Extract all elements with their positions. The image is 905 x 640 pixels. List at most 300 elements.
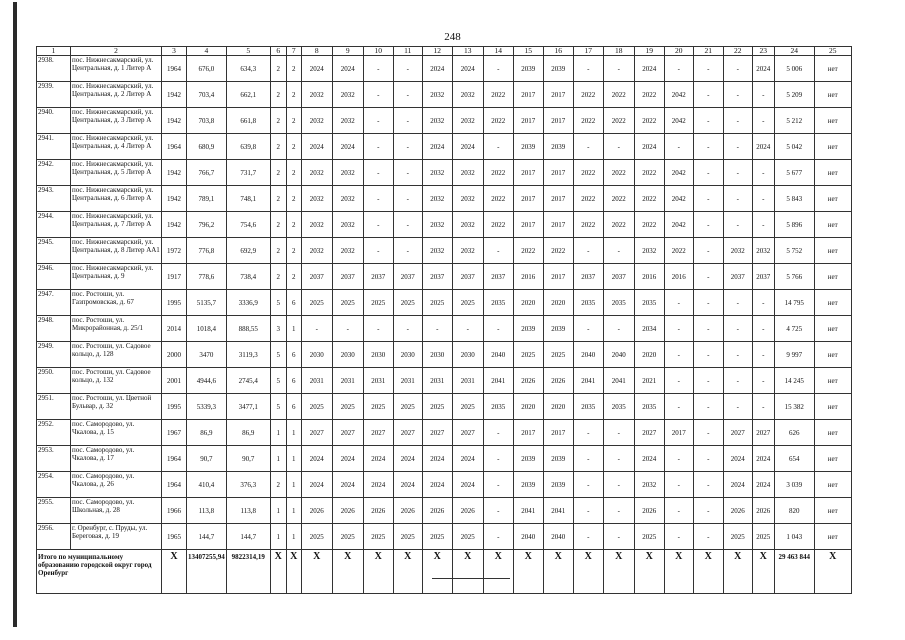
repair-year-cell: 2026 [422,498,452,524]
entrances-cell: 2 [286,160,301,186]
repair-year-cell: - [693,290,723,316]
repair-year-cell: 2022 [634,108,664,134]
repair-year-cell: - [752,316,774,342]
repair-year-cell: - [693,134,723,160]
repair-year-cell: 2032 [452,186,483,212]
repair-year-cell: 2025 [301,394,332,420]
entrances-cell: 2 [286,56,301,82]
repair-year-cell: - [664,446,693,472]
column-number: 11 [393,47,422,56]
column-number: 20 [664,47,693,56]
total-area-cell: 766,7 [187,160,227,186]
total-x-cell: X [332,550,363,594]
column-number: 7 [286,47,301,56]
repair-year-cell: 2026 [543,368,573,394]
table-row [37,134,852,160]
flag-cell: нет [814,498,851,524]
repair-year-cell: - [573,316,603,342]
repair-year-cell: 2031 [393,368,422,394]
repair-year-cell: 2024 [752,472,774,498]
total-x-cell: X [814,550,851,594]
column-number: 19 [634,47,664,56]
repair-year-cell: 2037 [363,264,393,290]
repair-year-cell: - [693,56,723,82]
repair-year-cell: 2040 [513,524,543,550]
floors-cell: 2 [270,212,286,238]
repair-year-cell: 2031 [332,368,363,394]
row-number: 2949. [37,342,71,368]
repair-year-cell: 2022 [573,212,603,238]
repair-year-cell: - [664,498,693,524]
repair-year-cell: 2017 [664,420,693,446]
living-area-cell: 2745,4 [226,368,270,394]
repair-year-cell: - [363,134,393,160]
repair-year-cell: 2024 [422,134,452,160]
repair-year-cell: 2032 [332,160,363,186]
repair-year-cell: - [664,394,693,420]
repair-year-cell: 2030 [301,342,332,368]
repair-year-cell: 2031 [301,368,332,394]
repair-year-cell: 2032 [332,108,363,134]
repair-year-cell: 2041 [483,368,513,394]
total-area-cell: 703,8 [187,108,227,134]
repair-year-cell: 2022 [483,108,513,134]
total-x-cell: X [543,550,573,594]
repair-year-cell: 2039 [513,446,543,472]
repair-year-cell: 2025 [393,290,422,316]
repair-year-cell: - [393,82,422,108]
year-built-cell: 1967 [162,420,187,446]
repair-year-cell: 2025 [301,290,332,316]
repair-year-cell: 2024 [393,446,422,472]
repair-year-cell: 2025 [513,342,543,368]
repair-year-cell: 2022 [573,108,603,134]
total-x-cell: X [634,550,664,594]
repair-year-cell: 2022 [634,212,664,238]
repair-year-cell: 2025 [422,394,452,420]
repair-year-cell: 2024 [301,472,332,498]
table-row [37,238,852,264]
total-area-cell: 86,9 [187,420,227,446]
flag-cell: нет [814,446,851,472]
repair-year-cell: 2034 [634,316,664,342]
table-row [37,316,852,342]
repair-year-cell: - [393,238,422,264]
repair-year-cell: 2030 [422,342,452,368]
row-number: 2942. [37,160,71,186]
flag-cell: нет [814,316,851,342]
repair-year-cell: 2020 [634,342,664,368]
year-built-cell: 1942 [162,160,187,186]
repair-year-cell: 2032 [301,82,332,108]
repair-year-cell: - [393,108,422,134]
repair-year-cell: 2017 [543,186,573,212]
repair-year-cell: 2026 [752,498,774,524]
living-area-cell: 144,7 [226,524,270,550]
cost-cell: 5 843 [774,186,814,212]
repair-year-cell: 2024 [452,56,483,82]
repair-year-cell: - [573,56,603,82]
cost-cell: 5 752 [774,238,814,264]
column-number: 5 [226,47,270,56]
entrances-cell: 6 [286,394,301,420]
repair-year-cell: - [393,212,422,238]
repair-year-cell: - [483,420,513,446]
repair-year-cell: - [693,498,723,524]
table-row [37,342,852,368]
repair-year-cell: - [693,394,723,420]
total-area-cell: 113,8 [187,498,227,524]
repair-year-cell: 2032 [452,160,483,186]
repair-year-cell: 2025 [752,524,774,550]
year-built-cell: 1995 [162,290,187,316]
floors-cell: 3 [270,316,286,342]
total-area-cell: 789,1 [187,186,227,212]
column-number: 6 [270,47,286,56]
repair-year-cell: 2022 [634,186,664,212]
table-row [37,186,852,212]
repair-year-cell: 2042 [664,212,693,238]
repair-year-cell: 2042 [664,186,693,212]
cost-cell: 5 209 [774,82,814,108]
repair-year-cell: 2020 [513,394,543,420]
repair-year-cell: - [301,316,332,342]
repair-year-cell: 2026 [723,498,752,524]
column-number: 22 [723,47,752,56]
total-x-cell: X [270,550,286,594]
repair-year-cell: - [693,186,723,212]
repair-year-cell: - [483,472,513,498]
total-area-cell: 144,7 [187,524,227,550]
cost-cell: 14 795 [774,290,814,316]
entrances-cell: 1 [286,524,301,550]
repair-year-cell: - [752,82,774,108]
repair-year-cell: 2024 [363,446,393,472]
repair-year-cell: 2025 [452,524,483,550]
repair-year-cell: 2024 [634,134,664,160]
repair-year-cell: 2025 [332,524,363,550]
table-row [37,472,852,498]
floors-cell: 1 [270,498,286,524]
repair-year-cell: 2032 [332,238,363,264]
row-number: 2956. [37,524,71,550]
address-cell: пос. Нижнесакмарский, ул. Центральная, д. 9 [71,264,162,290]
repair-year-cell: 2027 [723,420,752,446]
repair-year-cell: 2016 [634,264,664,290]
repair-year-cell: 2025 [363,290,393,316]
address-cell: пос. Ростоши, ул. Газпромовская, д. 67 [71,290,162,316]
repair-year-cell: - [573,420,603,446]
repair-year-cell: 2035 [573,290,603,316]
repair-year-cell: - [393,160,422,186]
floors-cell: 1 [270,420,286,446]
address-cell: пос. Ростоши, ул. Садовое кольцо, д. 132 [71,368,162,394]
repair-year-cell: 2037 [752,264,774,290]
repair-year-cell: 2022 [603,160,634,186]
repair-year-cell: 2032 [422,238,452,264]
repair-year-cell: 2017 [513,108,543,134]
total-area-cell: 3470 [187,342,227,368]
repair-year-cell: 2024 [363,472,393,498]
repair-year-cell: 2017 [513,420,543,446]
repair-year-cell: 2022 [483,160,513,186]
column-number: 16 [543,47,573,56]
repair-year-cell: - [723,368,752,394]
repair-year-cell: 2017 [543,264,573,290]
year-built-cell: 1972 [162,238,187,264]
repair-year-cell: 2035 [483,290,513,316]
repair-year-cell: - [363,160,393,186]
repair-year-cell: 2030 [393,342,422,368]
floors-cell: 2 [270,264,286,290]
repair-year-cell: 2025 [301,524,332,550]
repair-year-cell: 2032 [301,238,332,264]
address-cell: пос. Нижнесакмарский, ул. Центральная, д. 1 Литер А [71,56,162,82]
repair-year-cell: 2024 [332,134,363,160]
total-x-cell: X [393,550,422,594]
repair-year-cell: 2027 [332,420,363,446]
total-area-cell: 410,4 [187,472,227,498]
repair-year-cell: - [664,56,693,82]
year-built-cell: 1942 [162,212,187,238]
repair-year-cell: 2022 [603,108,634,134]
table-row [37,264,852,290]
address-cell: пос. Ростоши, ул. Садовое кольцо, д. 128 [71,342,162,368]
entrances-cell: 6 [286,290,301,316]
repair-year-cell: - [664,134,693,160]
repair-year-cell: - [363,82,393,108]
repair-year-cell: 2025 [422,290,452,316]
repair-year-cell: 2042 [664,82,693,108]
table-row [37,56,852,82]
table-row [37,420,852,446]
repair-year-cell: 2024 [301,446,332,472]
repair-year-cell: 2024 [452,446,483,472]
floors-cell: 5 [270,368,286,394]
column-number: 9 [332,47,363,56]
entrances-cell: 1 [286,498,301,524]
floors-cell: 2 [270,160,286,186]
table-row [37,290,852,316]
total-x-cell: X [513,550,543,594]
repair-year-cell: - [693,108,723,134]
address-cell: пос. Самородово, ул. Чкалова, д. 15 [71,420,162,446]
repair-year-cell: - [752,108,774,134]
repair-year-cell: 2037 [452,264,483,290]
repair-year-cell: 2032 [723,238,752,264]
table-row [37,498,852,524]
flag-cell: нет [814,212,851,238]
repair-year-cell: 2022 [664,238,693,264]
repair-year-cell: 2032 [332,82,363,108]
year-built-cell: 2001 [162,368,187,394]
table-row [37,160,852,186]
repair-year-cell: - [723,212,752,238]
year-built-cell: 1942 [162,186,187,212]
repair-year-cell: - [393,56,422,82]
repair-year-cell: - [573,238,603,264]
repair-year-cell: 2026 [332,498,363,524]
total-area-cell: 1018,4 [187,316,227,342]
total-x-cell: X [452,550,483,594]
repair-year-cell: 2039 [543,472,573,498]
year-built-cell: 1942 [162,108,187,134]
repair-year-cell: 2022 [573,186,603,212]
binding-edge [13,2,17,627]
repair-year-cell: 2031 [422,368,452,394]
repair-year-cell: - [693,524,723,550]
repair-year-cell: 2025 [332,394,363,420]
column-number: 10 [363,47,393,56]
repair-year-cell: - [723,56,752,82]
floors-cell: 2 [270,186,286,212]
repair-year-cell: 2039 [543,134,573,160]
year-built-cell: 2014 [162,316,187,342]
year-built-cell: 1942 [162,82,187,108]
repair-year-cell: 2032 [452,82,483,108]
repair-year-cell: 2039 [543,446,573,472]
repair-year-cell: 2017 [543,212,573,238]
living-area-cell: 634,3 [226,56,270,82]
entrances-cell: 2 [286,264,301,290]
repair-year-cell: - [573,472,603,498]
repair-year-cell: - [452,316,483,342]
repair-year-cell: 2032 [301,212,332,238]
living-area-cell: 754,6 [226,212,270,238]
repair-year-cell: 2024 [723,472,752,498]
entrances-cell: 1 [286,420,301,446]
repair-year-cell: 2022 [513,238,543,264]
repair-year-cell: 2032 [332,212,363,238]
repair-year-cell: - [483,316,513,342]
repair-year-cell: 2035 [603,290,634,316]
repair-year-cell: 2026 [513,368,543,394]
repair-year-cell: 2039 [513,472,543,498]
column-number: 4 [187,47,227,56]
row-number: 2951. [37,394,71,420]
row-number: 2938. [37,56,71,82]
total-area-cell: 796,2 [187,212,227,238]
total-x-cell: X [363,550,393,594]
repair-year-cell: 2040 [483,342,513,368]
repair-year-cell: 2035 [634,290,664,316]
repair-year-cell: - [693,446,723,472]
repair-year-cell: 2016 [513,264,543,290]
repair-year-cell: 2037 [393,264,422,290]
repair-year-cell: 2030 [452,342,483,368]
living-area-cell: 748,1 [226,186,270,212]
column-number: 12 [422,47,452,56]
repair-year-cell: - [483,134,513,160]
table-row [37,368,852,394]
row-number: 2946. [37,264,71,290]
address-cell: пос. Нижнесакмарский, ул. Центральная, д. 2 Литер А [71,82,162,108]
repair-year-cell: 2024 [422,56,452,82]
total-x-cell: X [162,550,187,594]
total-x-cell: X [723,550,752,594]
address-cell: пос. Ростоши, ул. Микрорайонная, д. 25/1 [71,316,162,342]
repair-year-cell: 2037 [483,264,513,290]
repair-year-cell: 2016 [664,264,693,290]
total-area-sum: 13407255,94 [187,550,227,594]
repair-year-cell: - [752,186,774,212]
repair-year-cell: 2041 [543,498,573,524]
repair-year-cell: 2024 [723,446,752,472]
repair-year-cell: - [573,134,603,160]
living-area-cell: 3336,9 [226,290,270,316]
year-built-cell: 1964 [162,134,187,160]
repair-year-cell: 2027 [422,420,452,446]
total-area-cell: 778,6 [187,264,227,290]
repair-year-cell: - [664,316,693,342]
repair-year-cell: 2032 [752,238,774,264]
cost-cell: 9 997 [774,342,814,368]
total-area-cell: 5135,7 [187,290,227,316]
repair-year-cell: 2017 [543,420,573,446]
repair-year-cell: 2026 [393,498,422,524]
floors-cell: 2 [270,82,286,108]
repair-year-cell: 2041 [573,368,603,394]
repair-year-cell: 2037 [332,264,363,290]
repair-year-cell: 2037 [723,264,752,290]
repair-year-cell: - [363,108,393,134]
address-cell: пос. Нижнесакмарский, ул. Центральная, д. 5 Литер А [71,160,162,186]
address-cell: пос. Нижнесакмарский, ул. Центральная, д. 8 Литер АА1 [71,238,162,264]
repair-year-cell: 2032 [452,212,483,238]
entrances-cell: 2 [286,238,301,264]
repair-year-cell: 2040 [603,342,634,368]
living-area-cell: 113,8 [226,498,270,524]
repair-year-cell: - [603,524,634,550]
total-area-cell: 680,9 [187,134,227,160]
repair-year-cell: 2039 [543,56,573,82]
repair-year-cell: 2017 [513,160,543,186]
repair-year-cell: 2025 [723,524,752,550]
repair-year-cell: 2031 [452,368,483,394]
repair-year-cell: 2039 [513,56,543,82]
floors-cell: 5 [270,290,286,316]
repair-year-cell: 2040 [573,342,603,368]
repair-year-cell: 2032 [634,472,664,498]
column-number-row [37,47,852,56]
repair-year-cell: 2037 [422,264,452,290]
flag-cell: нет [814,368,851,394]
repair-year-cell: 2026 [363,498,393,524]
entrances-cell: 1 [286,446,301,472]
repair-year-cell: 2025 [363,394,393,420]
total-x-cell: X [603,550,634,594]
entrances-cell: 1 [286,316,301,342]
repair-year-cell: 2017 [543,82,573,108]
total-cost-sum: 29 463 844 [774,550,814,594]
column-number: 14 [483,47,513,56]
total-x-cell: X [483,550,513,594]
repair-year-cell: - [603,56,634,82]
repair-year-cell: - [693,342,723,368]
floors-cell: 2 [270,238,286,264]
repair-year-cell: - [363,212,393,238]
repair-year-cell: 2027 [452,420,483,446]
repair-year-cell: 2030 [332,342,363,368]
repair-year-cell: 2017 [513,186,543,212]
repair-year-cell: - [573,524,603,550]
table-row [37,394,852,420]
repair-year-cell: - [603,498,634,524]
housing-register-table [36,46,852,594]
repair-year-cell: 2021 [634,368,664,394]
repair-year-cell: 2027 [363,420,393,446]
floors-cell: 5 [270,342,286,368]
